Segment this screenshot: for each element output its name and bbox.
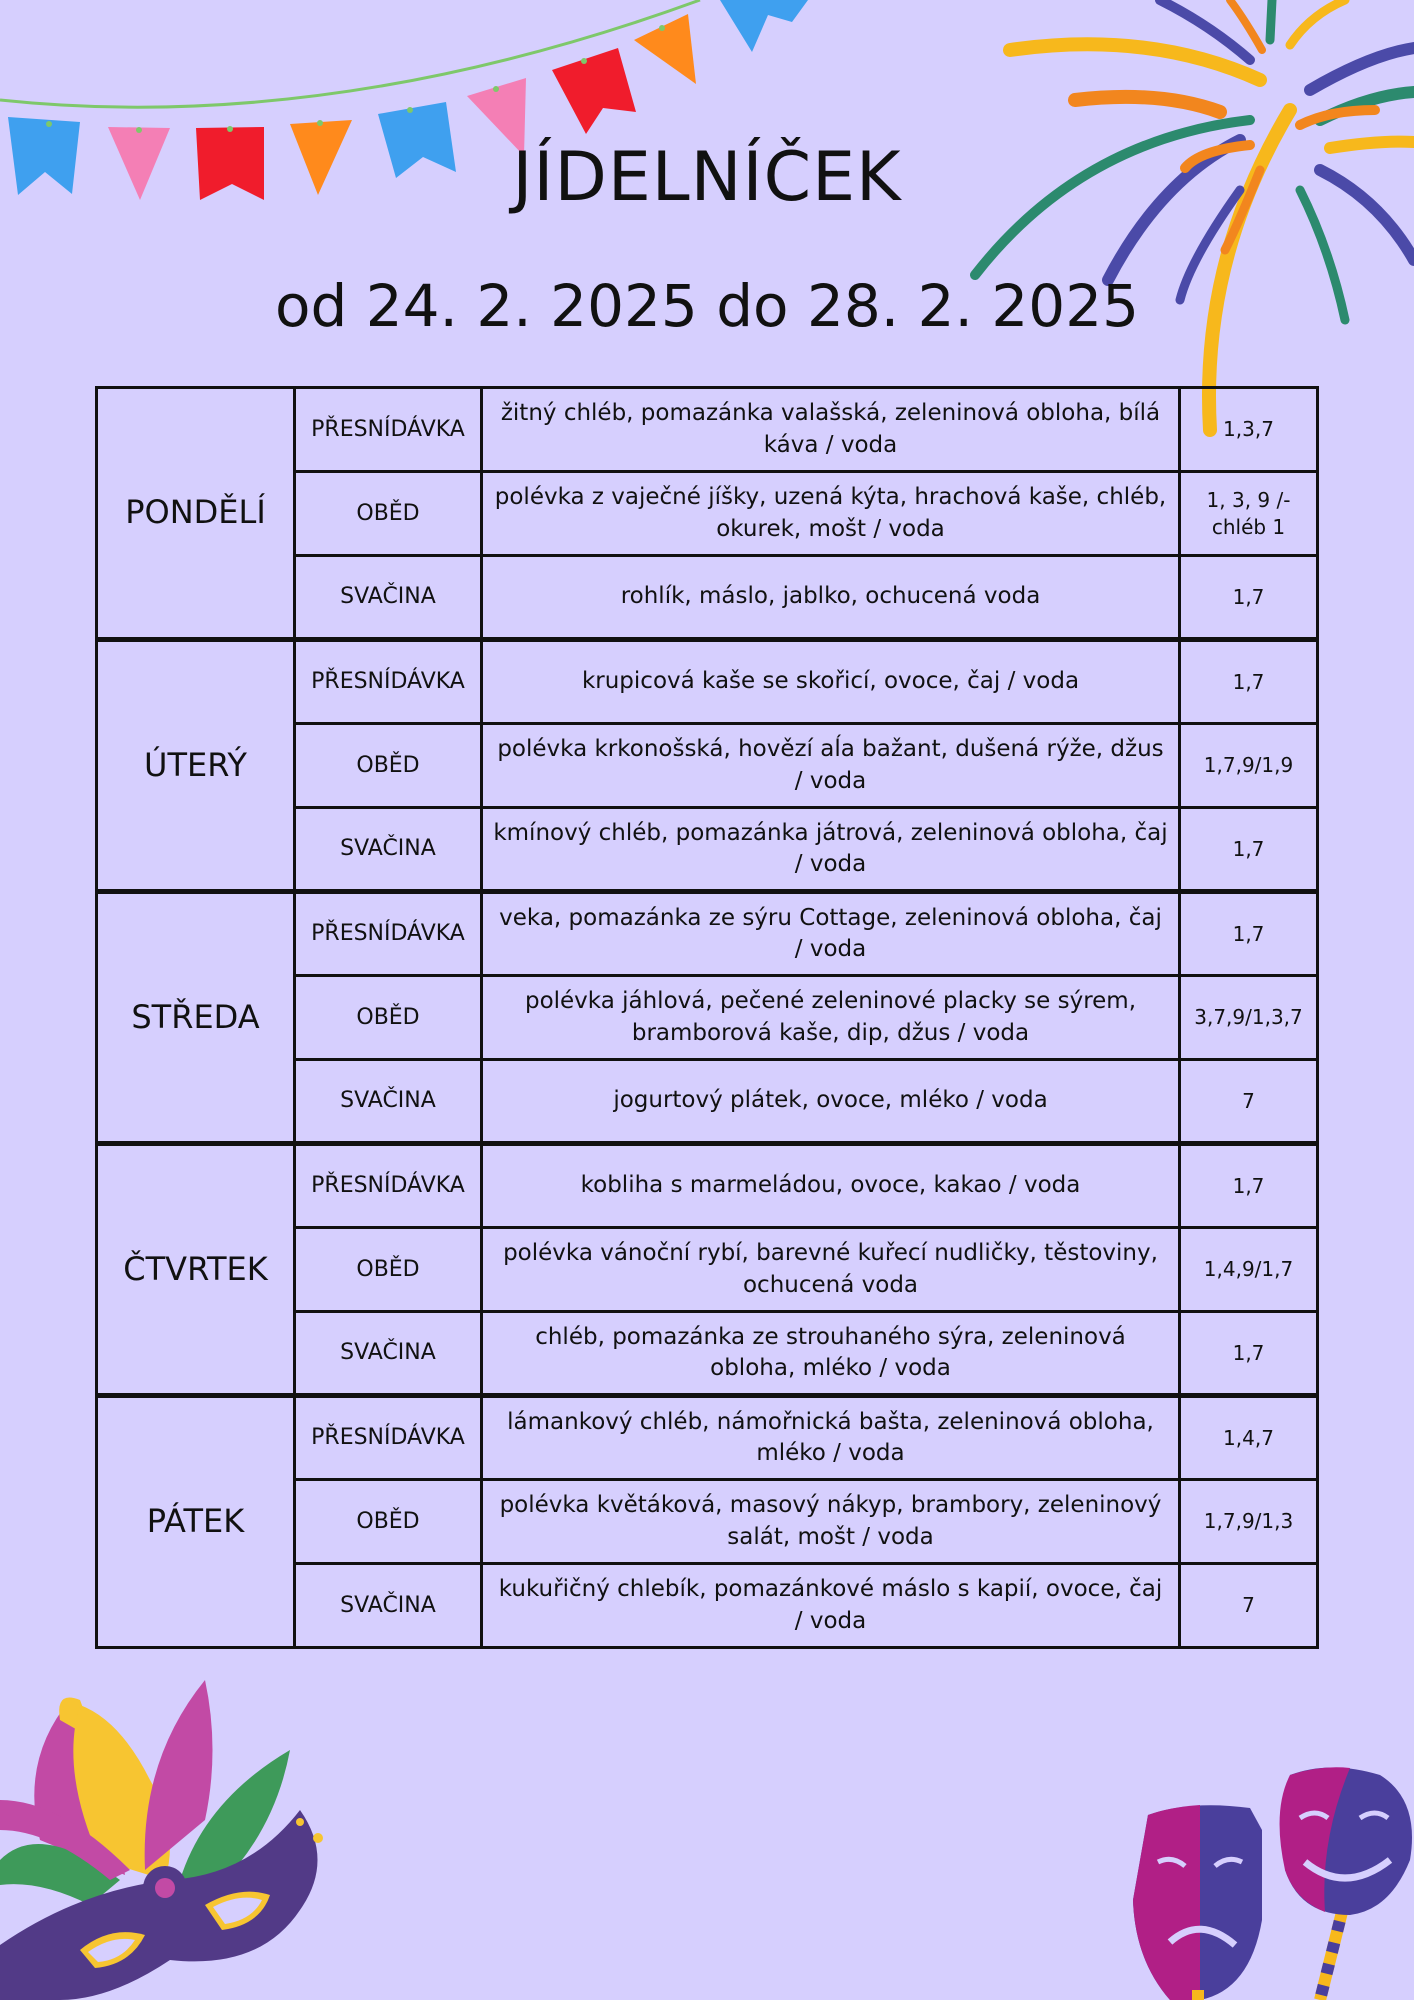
meal-type: OBĚD [295,1480,482,1564]
meal-food: polévka vánoční rybí, barevné kuřecí nudličky, těstoviny, ochucená voda [482,1228,1180,1312]
meal-food: chléb, pomazánka ze strouhaného sýra, zeleninová obloha, mléko / voda [482,1312,1180,1396]
allergens: 1, 3, 9 /- chléb 1 [1180,472,1318,556]
allergens: 1,3,7 [1180,388,1318,472]
meal-type: SVAČINA [295,1312,482,1396]
menu-table [95,386,1319,1649]
allergens: 1,4,9/1,7 [1180,1228,1318,1312]
table-row [97,640,1318,724]
allergens: 1,7 [1180,892,1318,976]
meal-food: kobliha s marmeládou, ovoce, kakao / voda [482,1144,1180,1228]
meal-food: lámankový chléb, námořnická bašta, zeleninová obloha, mléko / voda [482,1396,1180,1480]
allergens: 1,7 [1180,1312,1318,1396]
meal-food: kukuřičný chlebík, pomazánkové máslo s kapií, ovoce, čaj / voda [482,1564,1180,1648]
table-row [97,1396,1318,1480]
meal-food: kmínový chléb, pomazánka játrová, zeleninová obloha, čaj / voda [482,808,1180,892]
day-name: ČTVRTEK [97,1144,295,1396]
day-name: ÚTERÝ [97,640,295,892]
meal-type: PŘESNÍDÁVKA [295,1144,482,1228]
meal-type: PŘESNÍDÁVKA [295,1396,482,1480]
flag [720,0,808,52]
meal-food: polévka květáková, masový nákyp, brambory, zeleninový salát, mošt / voda [482,1480,1180,1564]
day-name: STŘEDA [97,892,295,1144]
meal-food: rohlík, máslo, jablko, ochucená voda [482,556,1180,640]
meal-type: PŘESNÍDÁVKA [295,388,482,472]
page-title: JÍDELNÍČEK [512,138,902,217]
meal-type: PŘESNÍDÁVKA [295,892,482,976]
meal-food: krupicová kaše se skořicí, ovoce, čaj / voda [482,640,1180,724]
table-row [97,1144,1318,1228]
meal-type: OBĚD [295,976,482,1060]
meal-type: OBĚD [295,472,482,556]
allergens: 1,7 [1180,1144,1318,1228]
allergens: 1,4,7 [1180,1396,1318,1480]
meal-type: SVAČINA [295,808,482,892]
allergens: 1,7 [1180,556,1318,640]
meal-type: SVAČINA [295,556,482,640]
allergens: 1,7 [1180,808,1318,892]
meal-food: jogurtový plátek, ovoce, mléko / voda [482,1060,1180,1144]
meal-food: žitný chléb, pomazánka valašská, zeleninová obloha, bílá káva / voda [482,388,1180,472]
meal-food: polévka jáhlová, pečené zeleninové placky se sýrem, bramborová kaše, dip, džus / voda [482,976,1180,1060]
table-row [97,388,1318,472]
meal-type: SVAČINA [295,1564,482,1648]
meal-type: OBĚD [295,1228,482,1312]
meal-type: OBĚD [295,724,482,808]
day-name: PONDĚLÍ [97,388,295,640]
flag [552,48,636,134]
meal-food: veka, pomazánka ze sýru Cottage, zeleninová obloha, čaj / voda [482,892,1180,976]
allergens: 1,7,9/1,3 [1180,1480,1318,1564]
table-row [97,892,1318,976]
carnival-mask-icon [0,1680,323,2000]
allergens: 3,7,9/1,3,7 [1180,976,1318,1060]
meal-food: polévka krkonošská, hovězí aĺa bažant, dušená rýže, džus / voda [482,724,1180,808]
flag [634,14,696,84]
allergens: 7 [1180,1060,1318,1144]
allergens: 7 [1180,1564,1318,1648]
meal-type: SVAČINA [295,1060,482,1144]
day-name: PÁTEK [97,1396,295,1648]
theatre-masks-icon [1133,1767,1412,2000]
meal-type: PŘESNÍDÁVKA [295,640,482,724]
allergens: 1,7 [1180,640,1318,724]
allergens: 1,7,9/1,9 [1180,724,1318,808]
meal-food: polévka z vaječné jíšky, uzená kýta, hrachová kaše, chléb, okurek, mošt / voda [482,472,1180,556]
date-range: od 24. 2. 2025 do 28. 2. 2025 [274,272,1140,340]
